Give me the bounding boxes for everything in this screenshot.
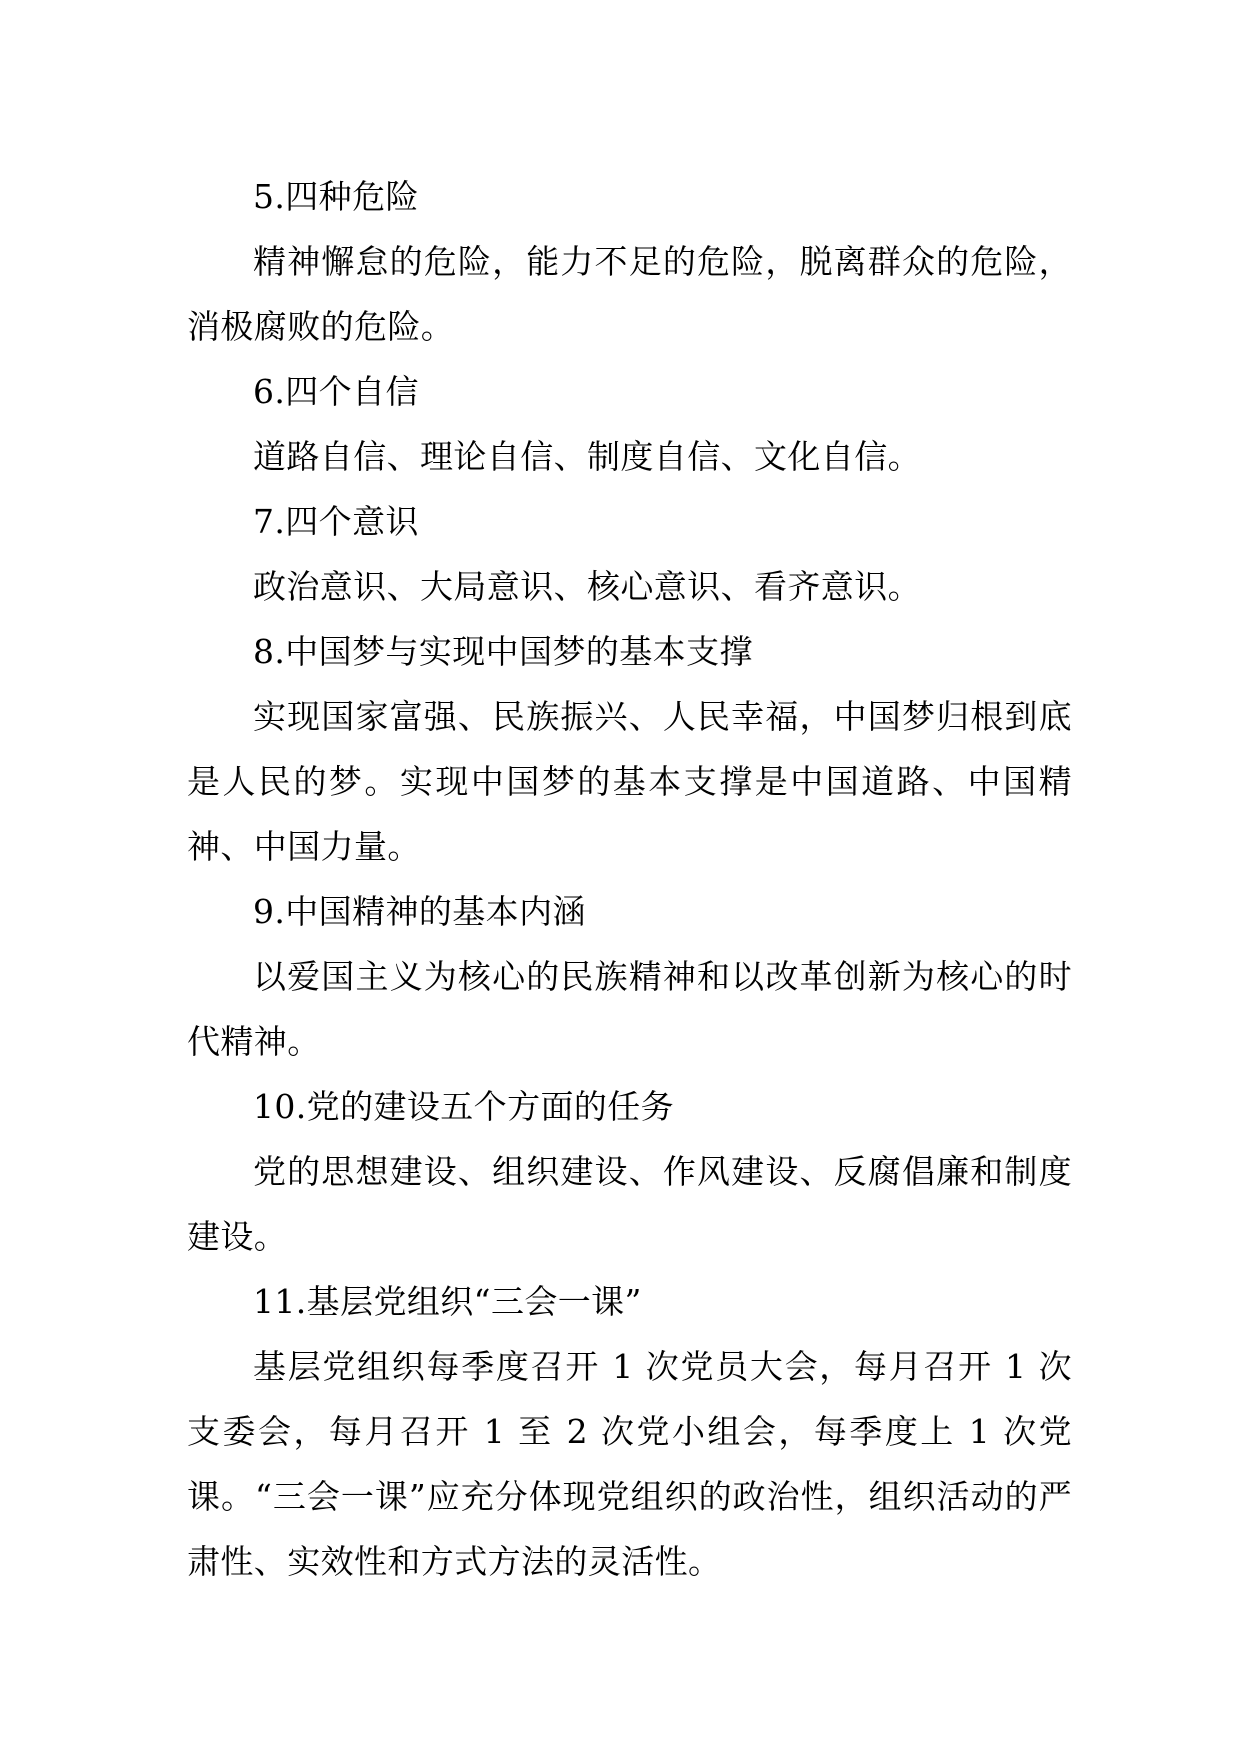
document-content: [187, 164, 1072, 1594]
section-body-6: 道路自信、理论自信、制度自信、文化自信。: [253, 437, 921, 476]
section-body-7: 政治意识、大局意识、核心意识、看齐意识。: [253, 567, 921, 606]
section-heading-11: 11.基层党组织“三会一课”: [253, 1282, 642, 1321]
section-heading-9: 9.中国精神的基本内涵: [253, 892, 586, 931]
section-body-5: 精神懈怠的危险，能力不足的危险，脱离群众的危险，消极腐败的危险。: [187, 242, 1072, 346]
section-body-11: 基层党组织每季度召开 1 次党员大会，每月召开 1 次支委会，每月召开 1 至 2 次党小组会，每季度上 1 次党课。“三会一课”应充分体现党组织的政治性，组织活动的严肃性、实效性和方式方法的灵活性。: [187, 1347, 1072, 1581]
section-body-9: 以爱国主义为核心的民族精神和以改革创新为核心的时代精神。: [187, 957, 1072, 1061]
section-heading-6: 6.四个自信: [253, 372, 419, 411]
section-heading-5: 5.四种危险: [253, 177, 419, 216]
section-heading-10: 10.党的建设五个方面的任务: [253, 1087, 675, 1126]
section-heading-8: 8.中国梦与实现中国梦的基本支撑: [253, 632, 753, 671]
section-body-10: 党的思想建设、组织建设、作风建设、反腐倡廉和制度建设。: [187, 1152, 1072, 1256]
section-body-8: 实现国家富强、民族振兴、人民幸福，中国梦归根到底是人民的梦。实现中国梦的基本支撑是中国道路、中国精神、中国力量。: [187, 697, 1072, 866]
section-heading-7: 7.四个意识: [253, 502, 419, 541]
